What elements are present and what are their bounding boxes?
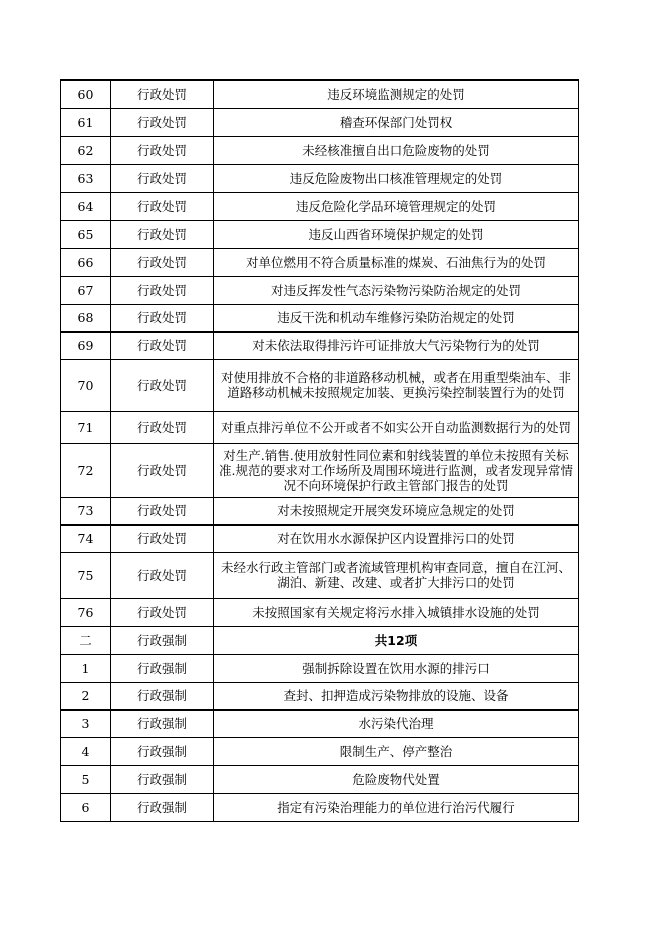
table-row	[61, 304, 579, 332]
row-number: 62	[61, 136, 111, 164]
power-type: 行政处罚	[111, 164, 214, 192]
power-type: 行政处罚	[111, 304, 214, 332]
power-list-table	[60, 79, 579, 822]
power-type: 行政处罚	[111, 108, 214, 136]
power-item: 违反山西省环境保护规定的处罚	[214, 220, 579, 248]
power-item: 未按照国家有关规定将污水排入城镇排水设施的处罚	[214, 598, 579, 626]
table-row	[61, 525, 579, 552]
power-item: 违反干洗和机动车维修污染防治规定的处罚	[214, 304, 579, 332]
power-type: 行政处罚	[111, 411, 214, 443]
power-item: 强制拆除设置在饮用水源的排污口	[214, 654, 579, 682]
row-number: 4	[61, 737, 111, 765]
power-type: 行政强制	[111, 710, 214, 737]
power-item: 未经核准擅自出口危险废物的处罚	[214, 136, 579, 164]
power-type: 行政处罚	[111, 136, 214, 164]
power-item: 限制生产、停产整治	[214, 737, 579, 765]
row-number: 3	[61, 710, 111, 737]
section-count: 共12项	[214, 626, 579, 654]
power-item: 稽查环保部门处罚权	[214, 108, 579, 136]
row-number: 6	[61, 793, 111, 821]
table-row	[61, 682, 579, 710]
section-number: 二	[61, 626, 111, 654]
row-number: 63	[61, 164, 111, 192]
table-row	[61, 80, 579, 108]
power-item: 对在饮用水水源保护区内设置排污口的处罚	[214, 525, 579, 552]
power-type: 行政处罚	[111, 220, 214, 248]
power-item: 对单位燃用不符合质量标准的煤炭、石油焦行为的处罚	[214, 248, 579, 276]
power-type: 行政处罚	[111, 598, 214, 626]
power-item: 指定有污染治理能力的单位进行治污代履行	[214, 793, 579, 821]
table-row	[61, 108, 579, 136]
table-row	[61, 737, 579, 765]
table-row	[61, 411, 579, 443]
row-number: 65	[61, 220, 111, 248]
power-type: 行政处罚	[111, 359, 214, 411]
row-number: 74	[61, 525, 111, 552]
table-row	[61, 136, 579, 164]
power-type: 行政处罚	[111, 192, 214, 220]
row-number: 75	[61, 552, 111, 598]
row-number: 2	[61, 682, 111, 710]
row-number: 70	[61, 359, 111, 411]
power-item: 对违反挥发性气态污染物污染防治规定的处罚	[214, 276, 579, 304]
table-row	[61, 654, 579, 682]
power-type: 行政强制	[111, 793, 214, 821]
row-number: 64	[61, 192, 111, 220]
row-number: 60	[61, 80, 111, 108]
power-type: 行政强制	[111, 682, 214, 710]
power-type: 行政处罚	[111, 80, 214, 108]
table-row	[61, 765, 579, 793]
table-row	[61, 220, 579, 248]
row-number: 71	[61, 411, 111, 443]
row-number: 66	[61, 248, 111, 276]
table-row	[61, 248, 579, 276]
power-item: 查封、扣押造成污染物排放的设施、设备	[214, 682, 579, 710]
table-row	[61, 359, 579, 411]
power-type: 行政强制	[111, 737, 214, 765]
power-type: 行政强制	[111, 626, 214, 654]
power-item: 违反危险废物出口核准管理规定的处罚	[214, 164, 579, 192]
power-type: 行政处罚	[111, 443, 214, 497]
table-row	[61, 598, 579, 626]
power-item: 违反危险化学品环境管理规定的处罚	[214, 192, 579, 220]
power-item: 水污染代治理	[214, 710, 579, 737]
power-type: 行政处罚	[111, 276, 214, 304]
table-row	[61, 332, 579, 359]
power-item: 对未依法取得排污许可证排放大气污染物行为的处罚	[214, 332, 579, 359]
power-type: 行政处罚	[111, 552, 214, 598]
power-type: 行政强制	[111, 654, 214, 682]
table-row	[61, 710, 579, 737]
row-number: 72	[61, 443, 111, 497]
power-item: 未经水行政主管部门或者流域管理机构审查同意，擅自在江河、湖泊、新建、改建、或者扩大排污口的处罚	[214, 552, 579, 598]
table-row	[61, 497, 579, 525]
row-number: 5	[61, 765, 111, 793]
row-number: 69	[61, 332, 111, 359]
row-number: 1	[61, 654, 111, 682]
power-item: 对未按照规定开展突发环境应急规定的处罚	[214, 497, 579, 525]
section-header-row	[61, 626, 579, 654]
table-row	[61, 552, 579, 598]
power-item: 对使用排放不合格的非道路移动机械，或者在用重型柴油车、非道路移动机械未按照规定加装、更换污染控制装置行为的处罚	[214, 359, 579, 411]
row-number: 76	[61, 598, 111, 626]
power-item: 对生产.销售.使用放射性同位素和射线装置的单位未按照有关标准.规范的要求对工作场所及周围环境进行监测，或者发现异常情况不向环境保护行政主管部门报告的处罚	[214, 443, 579, 497]
power-type: 行政处罚	[111, 497, 214, 525]
table-row	[61, 276, 579, 304]
table-row	[61, 443, 579, 497]
power-item: 违反环境监测规定的处罚	[214, 80, 579, 108]
power-type: 行政处罚	[111, 332, 214, 359]
power-item: 危险废物代处置	[214, 765, 579, 793]
table-row	[61, 164, 579, 192]
table-row	[61, 793, 579, 821]
row-number: 67	[61, 276, 111, 304]
power-type: 行政处罚	[111, 248, 214, 276]
row-number: 73	[61, 497, 111, 525]
power-type: 行政处罚	[111, 525, 214, 552]
power-type: 行政强制	[111, 765, 214, 793]
row-number: 61	[61, 108, 111, 136]
row-number: 68	[61, 304, 111, 332]
power-item: 对重点排污单位不公开或者不如实公开自动监测数据行为的处罚	[214, 411, 579, 443]
table-row	[61, 192, 579, 220]
